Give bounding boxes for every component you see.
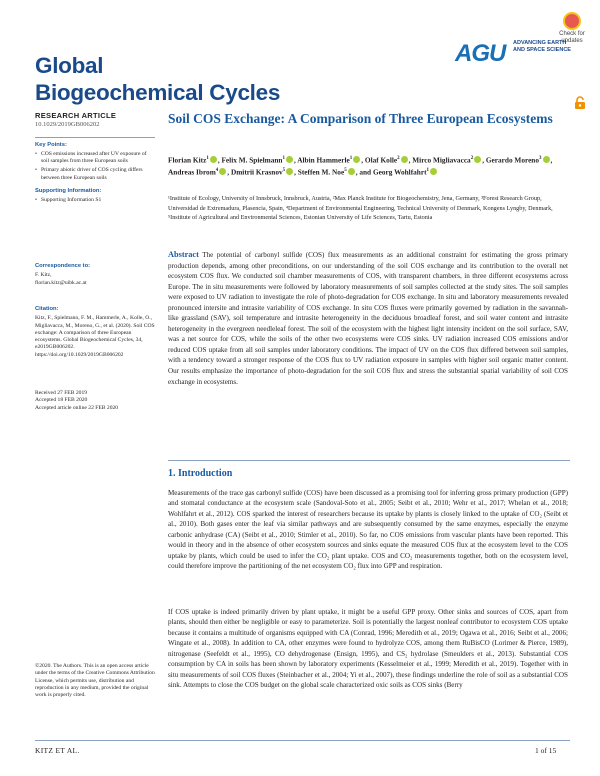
license-block [35, 663, 155, 699]
author-separator: , [227, 167, 231, 177]
author-affiliation-number: 1 [282, 156, 285, 161]
page-number: 1 of 15 [535, 746, 557, 755]
orcid-icon[interactable] [430, 168, 437, 175]
abstract [168, 250, 568, 387]
sidebar [35, 112, 155, 207]
supporting-info-heading: Supporting Information: [35, 188, 102, 195]
author-name: Dmitrii Krasnov [230, 167, 283, 177]
supporting-info-item[interactable]: • Supporting Information S1 [41, 197, 155, 204]
article-title: Soil COS Exchange: A Comparison of Three European Ecosystems [168, 111, 553, 126]
orcid-icon[interactable] [286, 168, 293, 175]
intro-paragraph: If COS uptake is indeed primarily driven by plant uptake, it might be a useful GPP proxy. Other sinks and sources of COS, apart from plants, should then either be negligible or easy to parameterize. Soil is potentially the largest nonleaf contributor to ecosystem COS uptake because it contains a multitude of organisms equipped with CA (Conrad, 1996; Meredith et al., 2019; Ogawa et al., 2016; Seibt et al., 2006; Wingate et al., 2008). In addition to CA, other enzymes were found to hydrolyze COS, among them RuBisCO (Lorimer & Pierce, 1989), nitrogenase (Seefeldt et al., 1995), CO dehydrogenase (Ensign, 1995), and CS₂ hydrolase (Smeulders et al., 2013). Substantial COS consumption by CA in soils has been shown by laboratory experiments (Kesselmeier et al., 1999; Meredith et al., 2019). Together with in situ measurements of soil COS fluxes (Steinbacher et al., 2004; Yi et al., 2007), these findings underline the role of soil as a substantial COS sink. Attempts to close the COS budget on the global scale characterized oxic soils as COS sinks (Berry [168, 608, 568, 690]
author-affiliation-number: 2 [470, 156, 474, 161]
orcid-icon[interactable] [474, 156, 481, 163]
affiliations: ¹Institute of Ecology, University of Innsbruck, Innsbruck, Austria, ²Max Planck Institute for Biogeochemistry, Jena, Germany, ³Forest Research Group, Universidad de Extremadura, Plasencia, Spain, ⁴Department of Environmental Engineering, Technical University of Denmark, Kongens Lyngby, Denmark, ⁵Institute of Agricultural and Environmental Sciences, Estonian University of Life Sciences, Tartu, Estonia [168, 195, 553, 222]
abstract-label: Abstract [168, 250, 199, 259]
author-affiliation-number: 5 [344, 168, 347, 174]
author-list [168, 153, 568, 178]
key-point-item: • COS emissions increased after UV exposure of soil samples from three European soils [41, 151, 155, 166]
correspondence-name: F. Kitz, [35, 272, 52, 279]
author-separator: , [293, 155, 298, 165]
author-affiliation-number: 1 [426, 168, 430, 174]
author-name: Albin Hammerle [297, 155, 350, 165]
citation-heading: Citation: [35, 306, 59, 312]
section-divider [168, 460, 570, 461]
orcid-icon[interactable] [543, 156, 550, 163]
author-name: Florian Kitz [168, 155, 207, 165]
open-access-lock-icon [573, 96, 587, 110]
sidebar-divider [35, 137, 155, 138]
author-separator: , [294, 167, 298, 177]
footer-author: KITZ ET AL. [35, 746, 80, 755]
journal-title [35, 52, 335, 106]
journal-title-line2: Biogeochemical Cycles [35, 80, 281, 105]
crossmark-label: Check for updates [559, 31, 585, 44]
author-name: Olaf Kolle [364, 155, 398, 165]
orcid-icon[interactable] [401, 156, 408, 163]
correspondence-block [35, 263, 155, 287]
orcid-icon[interactable] [286, 156, 293, 163]
author-name: Andreas Ibrom [168, 167, 216, 177]
author-separator: , [550, 155, 553, 165]
author-name: Steffen M. Noe [297, 167, 345, 177]
author-affiliation-number: 2 [397, 156, 400, 161]
article-type: RESEARCH ARTICLE [35, 111, 117, 120]
author-name: Felix M. Spielmann [221, 155, 283, 165]
key-points-list [35, 151, 155, 182]
author-affiliation-number: 4 [215, 168, 219, 174]
author-separator: , and [355, 167, 373, 177]
footer-divider [35, 740, 570, 741]
author-separator: , [217, 155, 222, 165]
author-separator: , [408, 155, 413, 165]
author-affiliation-number: 1 [206, 156, 209, 161]
author-name: Georg Wohlfahrt [372, 167, 427, 177]
dates-block [35, 390, 155, 412]
author-name: Mirco Migliavacca [412, 155, 471, 165]
license-text: ©2020. The Authors. This is an open access article under the terms of the Creative Commons Attribution License, which permits use, distribution and reproduction in any medium, provided the original work is properly cited. [35, 663, 155, 699]
abstract-text: The potential of carbonyl sulfide (COS) flux measurements as an additional constraint for estimating the gross primary production depends, among other preconditions, on our understanding of the soil COS exchange and its contribution to the overall net ecosystem COS flux. We conducted soil chamber measurements of COS, with transparent chambers, in three different ecosystems across Europe. The in situ measurements were followed by laboratory measurements of soil samples collected at the study sites. The soil samples were exposed to UV radiation to investigate the role of photo-degradation for COS exchange. In situ and laboratory measurements revealed pronounced intersite and intrasite variability of COS exchange. In situ COS fluxes were primarily governed by radiation in the savannah-like grassland (SAV), soil temperature and intrasite heterogeneity in the deciduous broadleaf forest, and soil water content and intrasite heterogeneity in the evergreen needleleaf forest. The soil of the ecosystem with the highest light intensity incident on the soil surface, SAV, was a net source for COS, while the soils of the other two ecosystems were COS sinks. UV radiation increased COS emissions and/or reduced COS uptake from all soil samples under laboratory conditions. The impact of UV on the COS flux differed between soil samples, with a tendency toward a stronger response of the COS flux to UV radiation exposure in samples with higher soil organic matter content. Our results emphasize the importance of photo-degradation for the soil COS flux and stress the substantial spatial variability of soil COS exchange in ecosystems. [168, 251, 568, 386]
article-doi[interactable]: 10.1029/2019GB006202 [35, 121, 100, 129]
agu-subtitle: ADVANCING EARTH AND SPACE SCIENCE [513, 40, 571, 53]
intro-heading: 1. Introduction [168, 468, 233, 479]
agu-wordmark: AGU [455, 40, 506, 67]
key-point-item: • Primary abiotic driver of COS cycling differs between three European soils [41, 167, 155, 182]
author-name: Gerardo Moreno [485, 155, 540, 165]
intro-paragraph: Measurements of the trace gas carbonyl sulfide (COS) have been discussed as a promising tool for inferring gross primary production (GPP) and stomatal conductance at the ecosystem scale (Sandoval-Soto et al., 2005; Seibt et al., 2010; Wehr et al., 2017; Whelan et al., 2018; Wohlfahrt et al., 2012). COS sparked the interest of researchers because its uptake by plants is closely linked to the uptake of CO₂ (Seibt et al., 2010). Both gases enter the leaf via similar pathways and are subsequently consumed by the same enzymes, especially the enzyme carbonic anhydrase (CA) (Seibt et al., 2010; Stimler et al., 2010). So far, no COS emissions from vascular plants have been reported. This would in theory and in the absence of other ecosystem sources and sinks equate the measured COS flux at the ecosystem level to the COS uptake by plants, which could be used to infer the CO₂ plant uptake. COS and CO₂ measurements together, both on the ecosystem level, could therefore improve the partitioning of the net ecosystem CO₂ flux into GPP and respiration. [168, 489, 568, 571]
correspondence-email[interactable]: florian.kitz@uibk.ac.at [35, 279, 87, 286]
author-affiliation-number: 3 [539, 156, 542, 161]
orcid-icon[interactable] [210, 156, 217, 163]
received-date: Received 27 FEB 2019 [35, 390, 88, 396]
accepted-date: Accepted 18 FEB 2020 [35, 397, 88, 404]
author-affiliation-number: 1 [349, 156, 353, 161]
accepted-online-date: Accepted article online 22 FEB 2020 [35, 404, 119, 411]
author-affiliation-number: 5 [282, 168, 286, 174]
orcid-icon[interactable] [353, 156, 360, 163]
crossmark-badge[interactable] [555, 12, 589, 54]
key-points-heading: Key Points: [35, 141, 67, 148]
author-separator: , [361, 155, 365, 165]
orcid-icon[interactable] [219, 168, 226, 175]
citation-block [35, 306, 155, 359]
author-separator: , [482, 155, 486, 165]
correspondence-heading: Correspondence to: [35, 263, 91, 269]
orcid-icon[interactable] [348, 168, 355, 175]
journal-title-line1: Global [35, 53, 104, 78]
supporting-info-list [35, 197, 155, 204]
crossmark-icon [563, 12, 581, 30]
citation-text: Kitz, F., Spielmann, F. M., Hammerle, A., Kolle, O., Migliavacca, M., Moreno, G., et al. (2020). Soil COS exchange: A comparison of three European ecosystems. Global Biogeochemical Cycles, 34, e2019GB006202. https://doi.org/10.1029/2019GB006202 [35, 315, 155, 358]
